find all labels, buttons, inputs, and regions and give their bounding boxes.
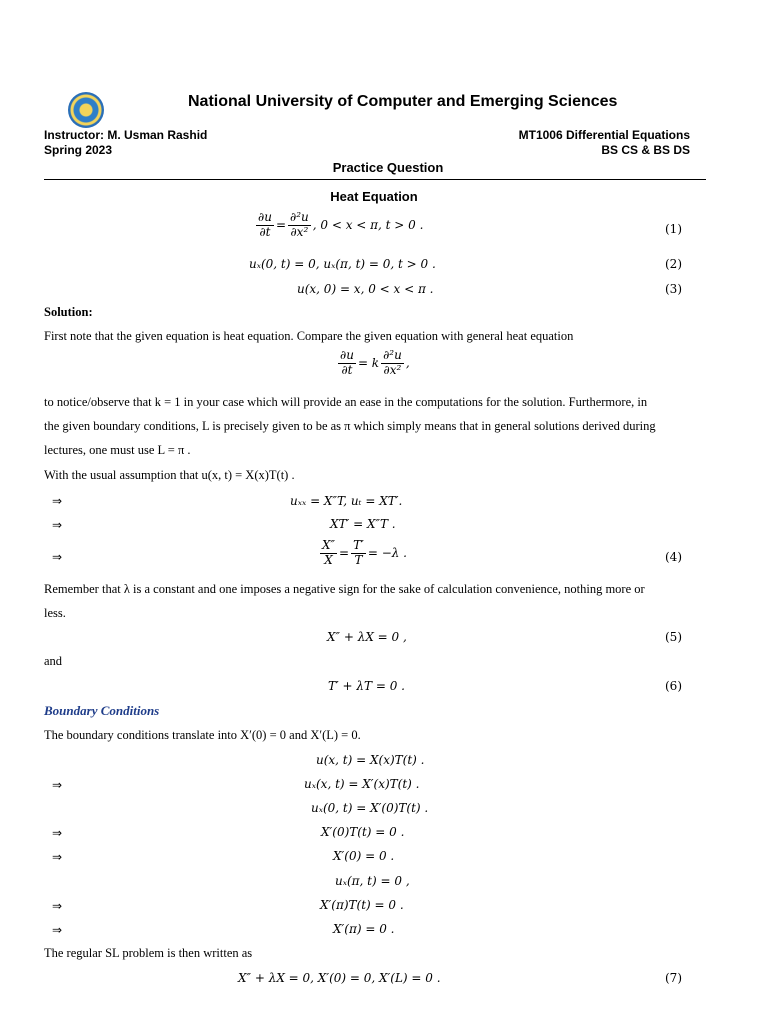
- equation: uₓₓ = X″T, uₜ = XT′.: [290, 494, 403, 508]
- paragraph: and: [44, 654, 63, 668]
- equation: X′(π)T(t) = 0 .: [320, 898, 404, 912]
- paragraph: to notice/observe that k = 1 in your case which will provide an ease in the computations for the solution. Furthermore, in: [44, 395, 648, 409]
- general-heat-equation: $\frac{\partial u}{\partial t}$ = k $\frac{\text{∂²u}}{\text{∂x²}}$ ,: [340, 348, 410, 377]
- equation-3: u(x, 0) = x, 0 < x < π .: [297, 282, 434, 296]
- implies-arrow: ⇒: [52, 518, 63, 532]
- equation-number: (7): [665, 971, 682, 985]
- university-name: National University of Computer and Emerging Sciences: [188, 93, 618, 110]
- programs: BS CS & BS DS: [601, 143, 690, 157]
- equation-1: $\frac{\partial u}{\partial t}$ = $\frac{\text{∂²u}}{\text{∂x²}}$ , 0 < x < π, t > 0 .: [258, 210, 424, 239]
- implies-arrow: ⇒: [52, 850, 63, 864]
- implies-arrow: ⇒: [52, 826, 63, 840]
- equation-number: (5): [665, 630, 682, 644]
- paragraph: First note that the given equation is heat equation. Compare the given equation with general heat equation: [44, 329, 574, 343]
- equation: uₓ(π, t) = 0 ,: [335, 874, 410, 888]
- equation: XT′ = X″T .: [330, 517, 396, 531]
- implies-arrow: ⇒: [52, 899, 63, 913]
- equation-2: uₓ(0, t) = 0, uₓ(π, t) = 0, t > 0 .: [249, 257, 436, 271]
- paragraph: lectures, one must use L = π .: [44, 443, 191, 457]
- title-rule: [44, 179, 706, 180]
- implies-arrow: ⇒: [52, 778, 63, 792]
- paragraph: the given boundary conditions, L is precisely given to be as π which simply means that in general solutions derived during: [44, 419, 656, 433]
- course-code: MT1006 Differential Equations: [518, 128, 690, 142]
- university-logo: [68, 92, 104, 128]
- equation-number: (1): [665, 222, 682, 236]
- implies-arrow: ⇒: [52, 494, 63, 508]
- equation: u(x, t) = X(x)T(t) .: [316, 753, 425, 767]
- equation-number: (4): [665, 550, 682, 564]
- equation: uₓ(0, t) = X′(0)T(t) .: [311, 801, 429, 815]
- paragraph: The boundary conditions translate into X′(0) = 0 and X′(L) = 0.: [44, 728, 361, 742]
- term: Spring 2023: [44, 143, 113, 157]
- implies-arrow: ⇒: [52, 923, 63, 937]
- equation: X′(π) = 0 .: [333, 922, 395, 936]
- equation: uₓ(x, t) = X′(x)T(t) .: [304, 777, 420, 791]
- equation: X′(0) = 0 .: [333, 849, 395, 863]
- equation-5: X″ + λX = 0 ,: [327, 630, 407, 644]
- paragraph: Remember that λ is a constant and one imposes a negative sign for the sake of calculation convenience, nothing more or: [44, 582, 645, 596]
- equation: X′(0)T(t) = 0 .: [321, 825, 405, 839]
- solution-label: Solution:: [44, 305, 93, 319]
- equation-number: (3): [665, 282, 682, 296]
- equation-number: (2): [665, 257, 682, 271]
- section-heading: Boundary Conditions: [44, 703, 160, 718]
- implies-arrow: ⇒: [52, 550, 63, 564]
- doc-title: Practice Question: [332, 160, 444, 175]
- equation-4: $\frac{X''}{X}$ = $\frac{T'}{T}$ = −λ .: [322, 538, 407, 567]
- topic-title: Heat Equation: [330, 189, 418, 204]
- equation-number: (6): [665, 679, 682, 693]
- equation-6: T′ + λT = 0 .: [328, 679, 405, 693]
- paragraph: less.: [44, 606, 66, 620]
- paragraph: The regular SL problem is then written as: [44, 946, 253, 960]
- equation-7: X″ + λX = 0, X′(0) = 0, X′(L) = 0 .: [238, 971, 441, 985]
- paragraph: With the usual assumption that u(x, t) = X(x)T(t) .: [44, 468, 295, 482]
- instructor: Instructor: M. Usman Rashid: [44, 128, 208, 142]
